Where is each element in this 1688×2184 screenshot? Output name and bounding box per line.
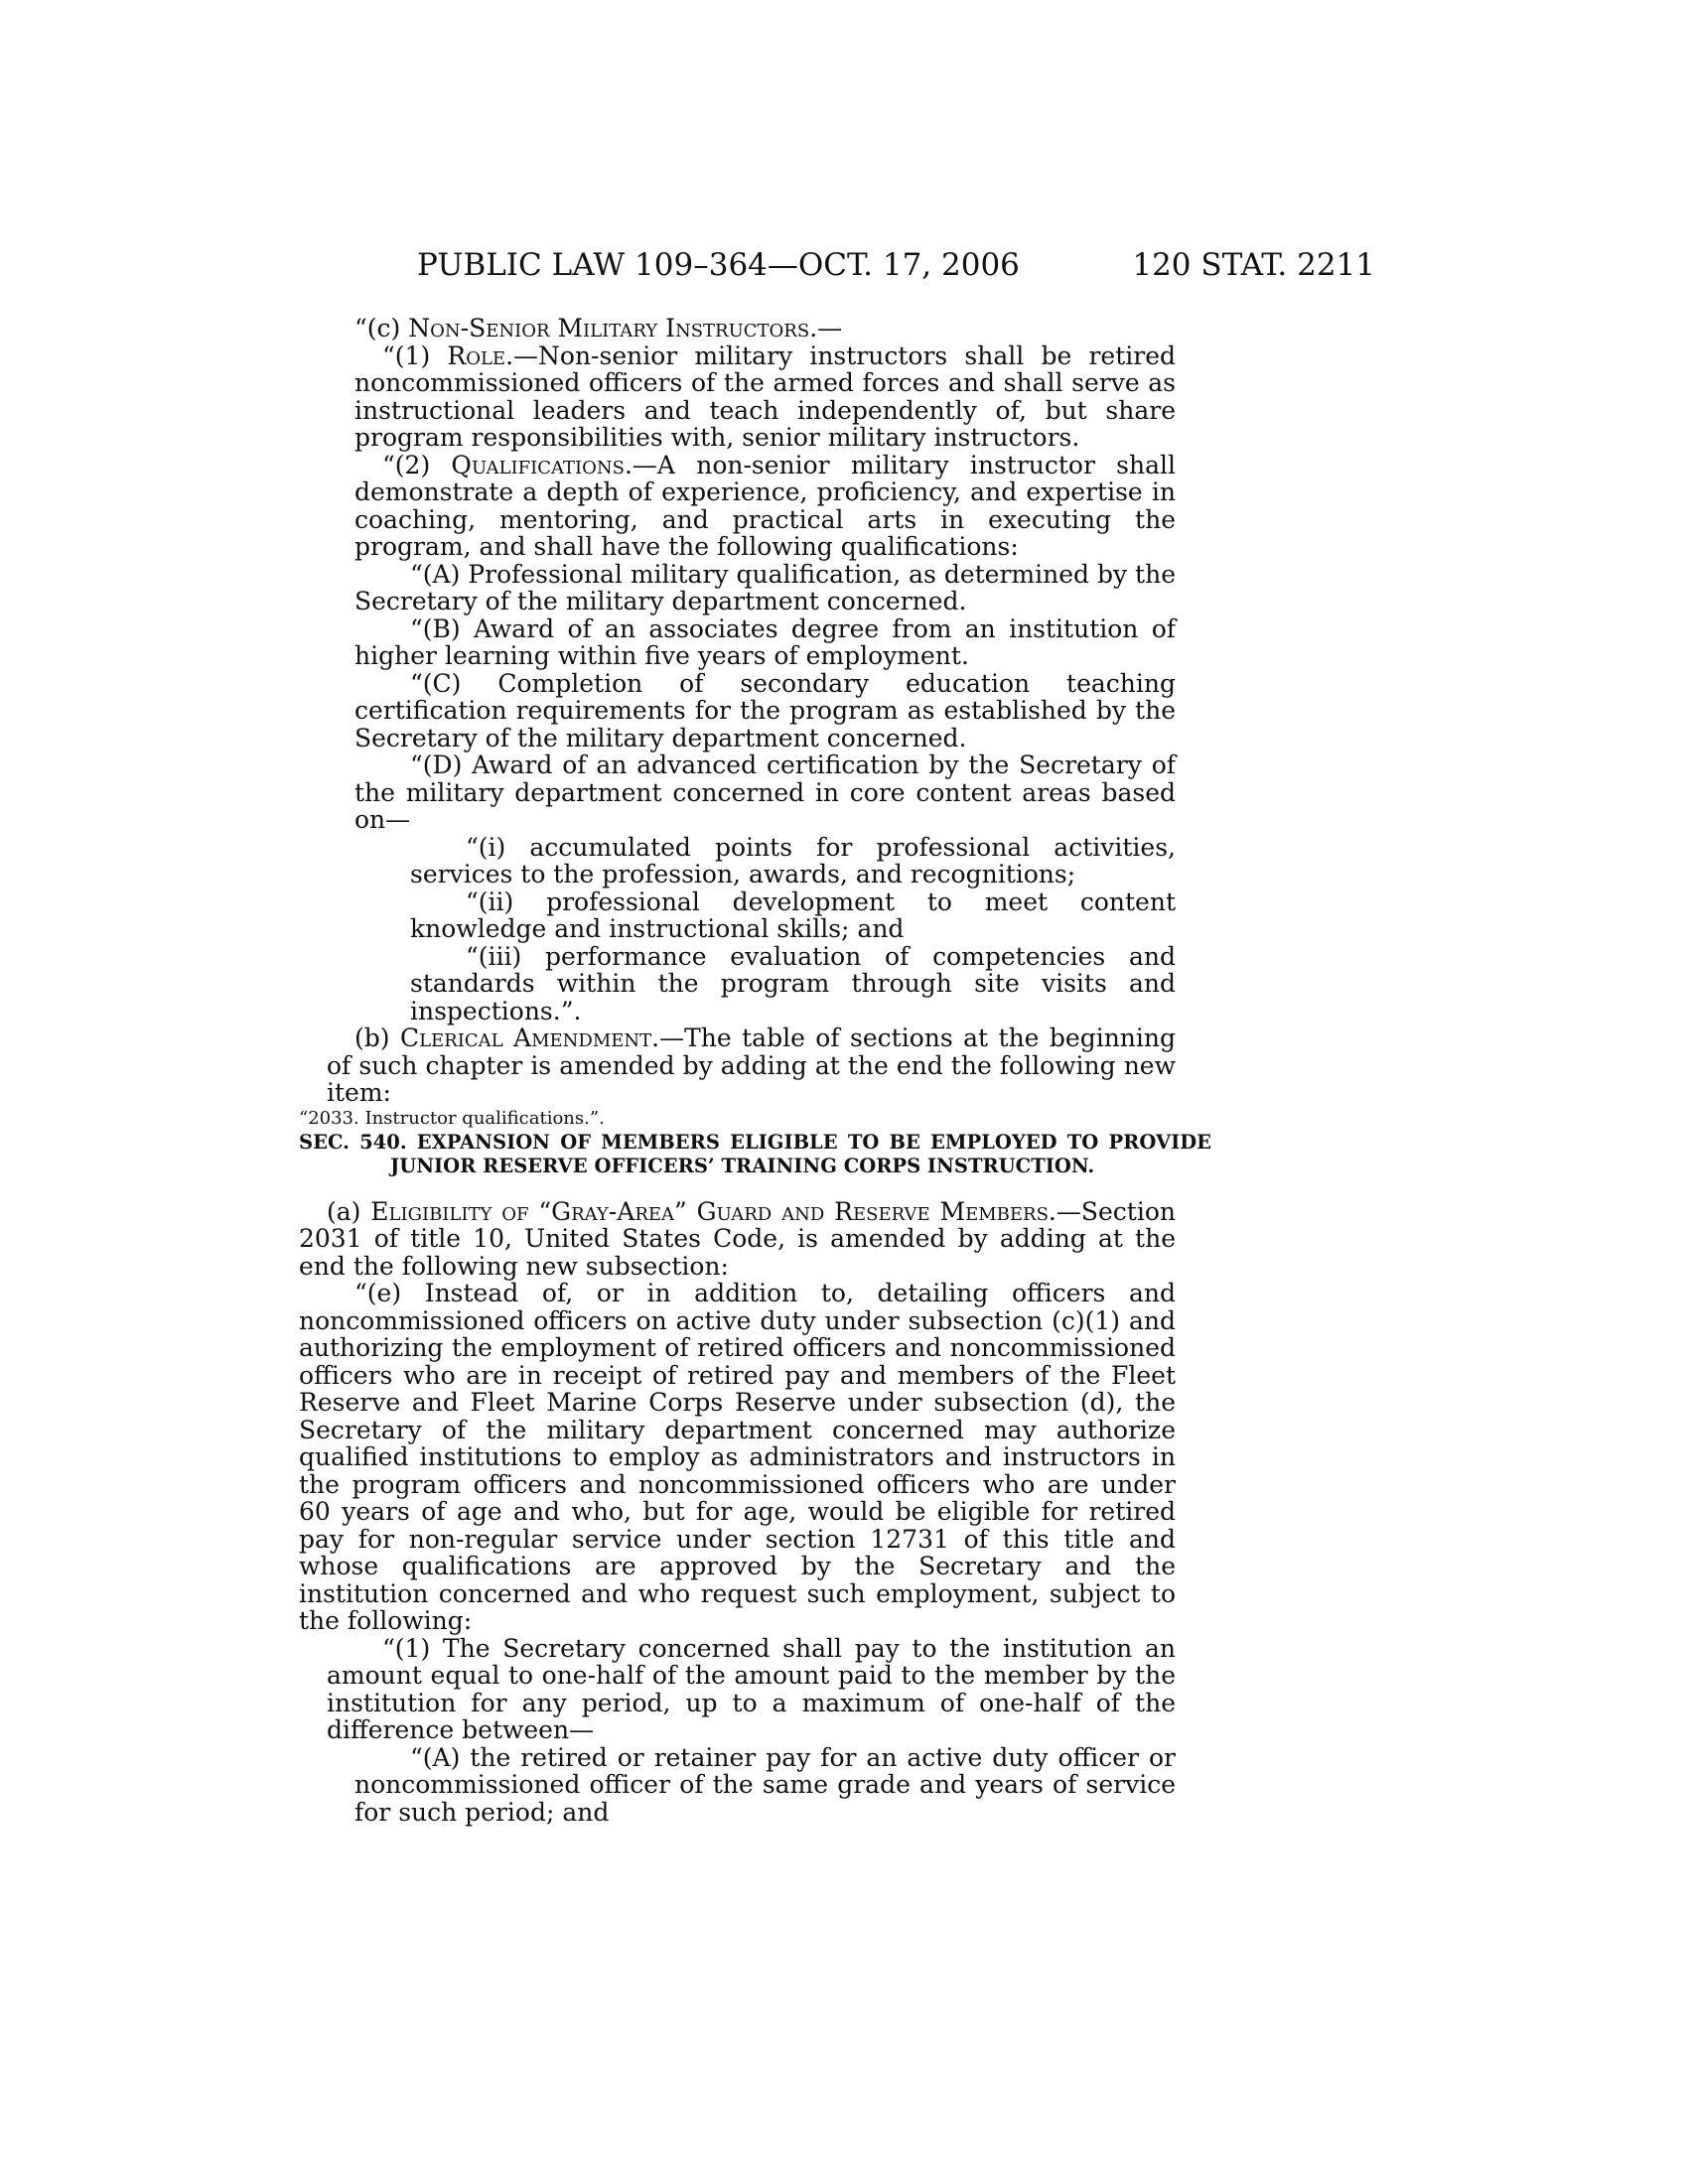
subsection-a-eligibility: (a) Eligibility of “Gray-Area” Guard and Reserve Members.—Section 2031 of title 10, United States Code, is amended by adding at the end the following new subsection:: [299, 1196, 1176, 1281]
section-540-heading: SEC. 540. EXPANSION OF MEMBERS ELIGIBLE TO BE EMPLOYED TO PROVIDE JUNIOR RESERVE OFFICERS’ TRAINING CORPS INSTRUCTION.: [299, 1130, 1211, 1177]
table-of-sections-item: “2033. Instructor qualifications.”.: [299, 1107, 605, 1129]
clerical-amendment: (b) Clerical Amendment.—The table of sections at the beginning of such chapter is amended by adding at the end the following new item:: [327, 1024, 1177, 1107]
subparagraph-b: “(B) Award of an associates degree from an institution of higher learning within five years of employment.: [354, 614, 1176, 670]
subsection-c-heading: “(c) Non-Senior Military Instructors.—: [354, 314, 843, 342]
spacer: [354, 1178, 1176, 1198]
clause-i: “(i) accumulated points for professional activities, services to the profession, awards, and recognitions;: [410, 832, 1176, 888]
page-header: [417, 245, 1375, 285]
subparagraph-a: “(A) Professional military qualification, as determined by the Secretary of the military department concerned.: [354, 559, 1176, 615]
subparagraph-c: “(C) Completion of secondary education teaching certification requirements for the program as established by the Secretary of the military department concerned.: [354, 668, 1176, 752]
paragraph-2-qualifications: “(2) Qualifications.—A non-senior military instructor shall demonstrate a depth of experience, proficiency, and expertise in coaching, mentoring, and practical arts in executing the program, and shall have the following qualifications:: [354, 450, 1176, 561]
subsection-e-paragraph-1: “(1) The Secretary concerned shall pay to the institution an amount equal to one-half of the amount paid to the member by the institution for any period, up to a maximum of one-half of the difference between—: [327, 1633, 1176, 1744]
page-number: 120 STAT. 2211: [1132, 247, 1375, 283]
running-title: PUBLIC LAW 109–364—OCT. 17, 2006: [417, 247, 1020, 283]
paragraph-1-role: “(1) Role.—Non-senior military instructors shall be retired noncommissioned officers of the armed forces and shall serve as instructional leaders and teach independently of, but share program responsibilities with, senior military instructors.: [354, 341, 1176, 452]
subsection-e: “(e) Instead of, or in addition to, detailing officers and noncommissioned officers on active duty under subsection (c)(1) and authorizing the employment of retired officers and noncommissioned officers who are in receipt of retired pay and members of the Fleet Reserve and Fleet Marine Corps Reserve under subsection (d), the Secretary of the military department concerned may authorize qualified institutions to employ as administrators and instructors in the program officers and noncommissioned officers who are under 60 years of age and who, but for age, would be eligible for retired pay for non-regular service under section 12731 of this title and whose qualifications are approved by the Secretary and the institution concerned and who request such employment, subject to the following:: [299, 1279, 1176, 1635]
document-body: [299, 314, 1211, 1827]
clause-ii: “(ii) professional development to meet content knowledge and instructional skills; and: [410, 887, 1176, 943]
clause-iii: “(iii) performance evaluation of competencies and standards within the program through site visits and inspections.”.: [410, 941, 1176, 1025]
subparagraph-d: “(D) Award of an advanced certification by the Secretary of the military department concerned in core content areas based on—: [354, 751, 1176, 834]
subsection-e-subparagraph-a: “(A) the retired or retainer pay for an active duty officer or noncommissioned officer of the same grade and years of service for such period; and: [354, 1742, 1176, 1827]
